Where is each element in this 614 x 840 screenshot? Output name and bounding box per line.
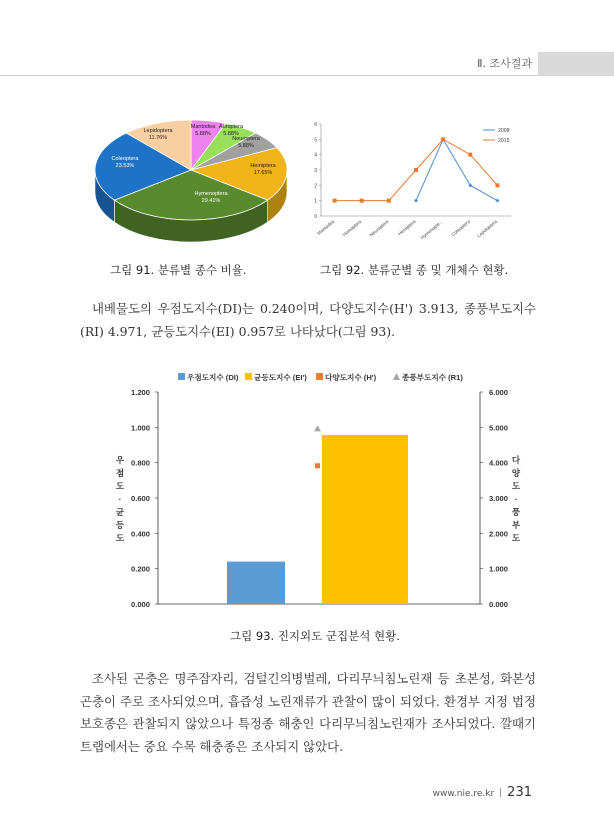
left-tick-label: 1.200 [130,388,150,397]
left-tick-label: 0.400 [130,529,150,539]
data-point-2015 [387,199,391,203]
legend-label-2008: 2008 [498,128,510,134]
paragraph-text: 조사된 곤충은 명주잠자리, 검털긴의병벌레, 다리무늬침노린재 등 초본성, 화본성 곤충이 주로 조사되었으며, 흡즙성 노린재류가 관찰이 많이 되었다. 환경부 지정 법정보호종은 관찰되지 않았으나 특정종 해충인 다리무늬침노린재가 조사되었다. 깔때기트랩에서는 중요 수목 해충종은 조사되지 않았다. [80,671,536,754]
right-tick-label: 6.000 [489,388,509,397]
running-header [0,52,614,78]
right-tick-label: 5.000 [489,423,509,433]
y-tick-label: 2 [314,183,317,190]
right-tick-label: 2.000 [489,529,509,539]
data-point-2015 [495,183,499,187]
y-tick-label: 1 [314,198,317,205]
data-point-2008 [414,199,418,203]
right-axis-title-char: 풍 [511,507,521,517]
page-number: 231 [507,785,532,800]
pie-pct-hymenoptera: 29.41% [201,198,221,204]
left-axis-title-char: 등 [115,520,125,530]
pie-pct-hemiptera: 17.65% [253,170,273,176]
marker-h [315,463,320,468]
pie-label-neuroptera: Neuroptera [232,136,260,142]
data-point-2015 [414,168,418,172]
legend-label-h: 다양도지수 (H') [325,373,377,382]
data-point-2015 [468,153,472,157]
data-point-2015 [441,137,445,141]
left-axis-title-char: 우 [115,455,125,465]
pie-label-auroptera: Auroptera [218,124,244,130]
left-tick-label: 0.800 [130,458,150,468]
left-tick-label: 0.200 [130,564,150,574]
header-rule [0,75,614,76]
left-axis-title-char: 도 [115,481,125,491]
line-chart [306,116,532,250]
header-tab [538,52,614,76]
y-tick-label: 5 [314,137,317,144]
legend-label-ei: 균등도지수 (EI') [254,373,307,382]
pie-pct-auroptera: 5.88% [223,131,239,137]
legend-label-di: 우점도지수 (DI) [187,373,239,382]
pie-pct-mantodea: 5.88% [195,131,211,137]
pie-pct-neuroptera: 5.88% [238,143,254,149]
pie-label-hymenoptera: Hymenoptera [194,191,228,197]
right-tick-label: 0.000 [489,600,509,609]
legend-label-2015: 2015 [498,138,510,144]
x-tick-label: Homoptera [341,218,363,238]
right-axis-title-char: 부 [511,520,521,530]
body-paragraph-1 [80,298,536,343]
fig93-caption: 그림 93. 진지외도 군집분석 현황. [230,629,400,643]
footer-url: www.nie.re.kr [432,789,495,799]
y-tick-label: 3 [314,168,317,174]
x-tick-label: Neuroptera [368,218,390,238]
legend-label-r1: 종풍부도지수 (R1) [402,373,463,382]
x-tick-label: Coleoptera [450,218,471,238]
y-tick-label: 0 [314,214,317,220]
data-point-2015 [360,199,364,203]
paragraph-text: 내베물도의 우점도지수(DI)는 0.240이며, 다양도지수(H') 3.913, 종풍부도지수(RI) 4.971, 균등도지수(EI) 0.957로 나타났다(그림 93). [80,301,536,339]
fig91-caption: 그림 91. 분류별 종수 비율. [110,263,247,277]
left-tick-label: 1.000 [130,423,150,433]
bar-chart [100,368,530,616]
bar-ei [322,435,408,604]
pie-label-coleoptera: Coleoptera [111,156,139,162]
x-tick-label: Mantodea [316,218,336,236]
x-tick-label: Hymenopte... [419,218,444,241]
pie-pct-coleoptera: 23.53% [115,163,135,169]
y-tick-label: 6 [314,122,317,128]
left-axis-title-char: 도 [115,533,125,543]
data-point-2008 [495,199,499,203]
x-tick-label: Hemiptera [397,218,417,237]
legend-marker-di [178,373,185,380]
data-point-2015 [333,199,337,203]
pie-label-lepidoptera: Lepidoptera [143,128,173,134]
left-tick-label: 0.600 [130,494,150,503]
pie-chart [88,112,298,242]
fig92-caption: 그림 92. 분류군별 종 및 개체수 현황. [320,263,509,277]
page-footer [433,785,532,800]
body-paragraph-2 [80,668,536,758]
marker-r1 [314,425,321,431]
bar-di [227,562,285,604]
y-tick-label: 4 [314,152,317,159]
footer-divider [500,788,501,797]
left-axis-title-char: · [118,494,122,504]
right-tick-label: 4.000 [489,458,509,468]
right-axis-title-char: · [514,494,518,504]
section-title: Ⅱ. 조사결과 [477,57,532,70]
right-axis-title-char: 다 [511,455,521,465]
right-axis-title-char: 양 [511,468,521,478]
right-tick-label: 3.000 [489,494,509,503]
left-axis-title-char: 균 [115,507,125,517]
pie-label-hemiptera: Hemiptera [250,163,276,169]
series-line-2008 [416,139,497,200]
right-axis-title-char: 도 [511,481,521,491]
right-axis-title-char: 도 [511,533,521,543]
legend-marker-r1 [393,373,400,380]
left-tick-label: 0.000 [130,600,150,609]
pie-label-mantodea: Mantodea [190,124,216,130]
x-tick-label: Lepidoptera [476,218,499,239]
legend-marker-ei [245,373,252,380]
left-axis-title-char: 점 [115,468,125,478]
legend-marker-h [316,373,323,380]
right-tick-label: 1.000 [489,564,509,574]
pie-pct-lepidoptera: 11.76% [148,135,168,141]
